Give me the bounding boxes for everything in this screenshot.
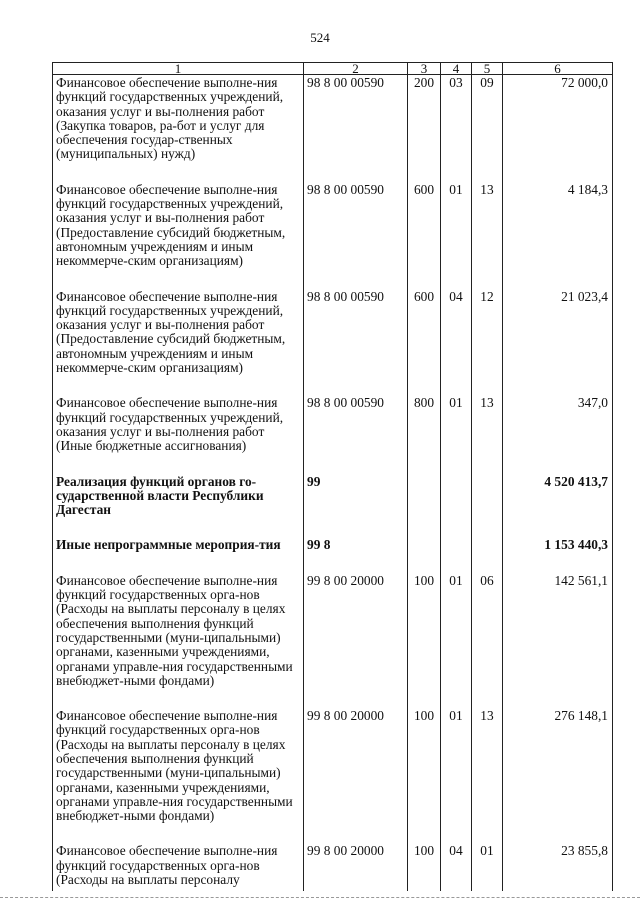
row-col3 <box>408 474 441 538</box>
header-col-3: 3 <box>408 63 441 75</box>
row-name: Финансовое обеспечение выполне-ния функций государственных орга-нов (Расходы на выплаты персоналу <box>53 843 304 891</box>
row-col3: 100 <box>408 843 441 891</box>
row-col4: 04 <box>441 843 472 891</box>
budget-table <box>52 62 613 891</box>
header-col-2: 2 <box>304 63 408 75</box>
row-col3: 600 <box>408 289 441 396</box>
table-row <box>53 289 613 396</box>
row-col4: 03 <box>441 75 472 182</box>
row-name: Финансовое обеспечение выполне-ния функций государственных орга-нов (Расходы на выплаты персоналу в целях обеспечения выполнения функций государственными (муни-ципальными) органами, казенными учреждениями, органами управле-ния государственными внебюджет-ными фондами) <box>53 573 304 708</box>
row-code: 99 8 00 20000 <box>304 708 408 843</box>
row-code: 99 8 00 20000 <box>304 573 408 708</box>
row-col4: 01 <box>441 395 472 473</box>
table-row <box>53 708 613 843</box>
row-amount: 72 000,0 <box>503 75 613 182</box>
row-amount: 4 520 413,7 <box>503 474 613 538</box>
row-code: 99 <box>304 474 408 538</box>
row-name: Финансовое обеспечение выполне-ния функций государственных учреждений, оказания услуг и вы-полнения работ (Предоставление субсидий бюджетным, автономным учреждениям и иным некоммерче-ским организациям) <box>53 289 304 396</box>
row-code: 98 8 00 00590 <box>304 182 408 289</box>
table-header-row <box>53 63 613 75</box>
header-col-5: 5 <box>472 63 503 75</box>
row-name: Иные непрограммные мероприя-тия <box>53 537 304 572</box>
row-col3 <box>408 537 441 572</box>
table-row <box>53 843 613 891</box>
row-col5: 06 <box>472 573 503 708</box>
row-code: 99 8 <box>304 537 408 572</box>
row-col4 <box>441 537 472 572</box>
header-col-4: 4 <box>441 63 472 75</box>
row-name: Финансовое обеспечение выполне-ния функций государственных учреждений, оказания услуг и вы-полнения работ (Иные бюджетные ассигнования) <box>53 395 304 473</box>
row-amount: 1 153 440,3 <box>503 537 613 572</box>
row-amount: 21 023,4 <box>503 289 613 396</box>
row-col4: 01 <box>441 182 472 289</box>
row-name: Финансовое обеспечение выполне-ния функций государственных орга-нов (Расходы на выплаты персоналу в целях обеспечения выполнения функций государственными (муни-ципальными) органами, казенными учреждениями, органами управле-ния государственными внебюджет-ными фондами) <box>53 708 304 843</box>
row-col5: 09 <box>472 75 503 182</box>
row-name: Финансовое обеспечение выполне-ния функций государственных учреждений, оказания услуг и вы-полнения работ (Предоставление субсидий бюджетным, автономным учреждениям и иным некоммерче-ским организациям) <box>53 182 304 289</box>
row-col3: 200 <box>408 75 441 182</box>
row-name: Финансовое обеспечение выполне-ния функций государственных учреждений, оказания услуг и вы-полнения работ (Закупка товаров, ра-бот и услуг для обеспечения государ-ственных (муниципальных) нужд) <box>53 75 304 182</box>
table-row <box>53 75 613 182</box>
row-col3: 100 <box>408 573 441 708</box>
row-amount: 23 855,8 <box>503 843 613 891</box>
row-col5 <box>472 474 503 538</box>
row-col5: 13 <box>472 708 503 843</box>
row-amount: 276 148,1 <box>503 708 613 843</box>
table-row <box>53 182 613 289</box>
row-col3: 100 <box>408 708 441 843</box>
row-col4 <box>441 474 472 538</box>
row-col4: 01 <box>441 708 472 843</box>
row-col5 <box>472 537 503 572</box>
row-col5: 12 <box>472 289 503 396</box>
row-code: 98 8 00 00590 <box>304 75 408 182</box>
row-col5: 13 <box>472 182 503 289</box>
row-amount: 142 561,1 <box>503 573 613 708</box>
table-row <box>53 395 613 473</box>
row-col3: 600 <box>408 182 441 289</box>
row-amount: 4 184,3 <box>503 182 613 289</box>
header-col-1: 1 <box>53 63 304 75</box>
row-code: 98 8 00 00590 <box>304 395 408 473</box>
row-col4: 01 <box>441 573 472 708</box>
page-number: 524 <box>310 30 330 45</box>
header-col-6: 6 <box>503 63 613 75</box>
table-row-section <box>53 474 613 538</box>
row-code: 98 8 00 00590 <box>304 289 408 396</box>
row-amount: 347,0 <box>503 395 613 473</box>
row-code: 99 8 00 20000 <box>304 843 408 891</box>
row-col4: 04 <box>441 289 472 396</box>
table-row-section <box>53 537 613 572</box>
row-col5: 13 <box>472 395 503 473</box>
row-col5: 01 <box>472 843 503 891</box>
row-name: Реализация функций органов го-сударственной власти Республики Дагестан <box>53 474 304 538</box>
page-bottom-divider <box>0 897 640 898</box>
table-row <box>53 573 613 708</box>
row-col3: 800 <box>408 395 441 473</box>
